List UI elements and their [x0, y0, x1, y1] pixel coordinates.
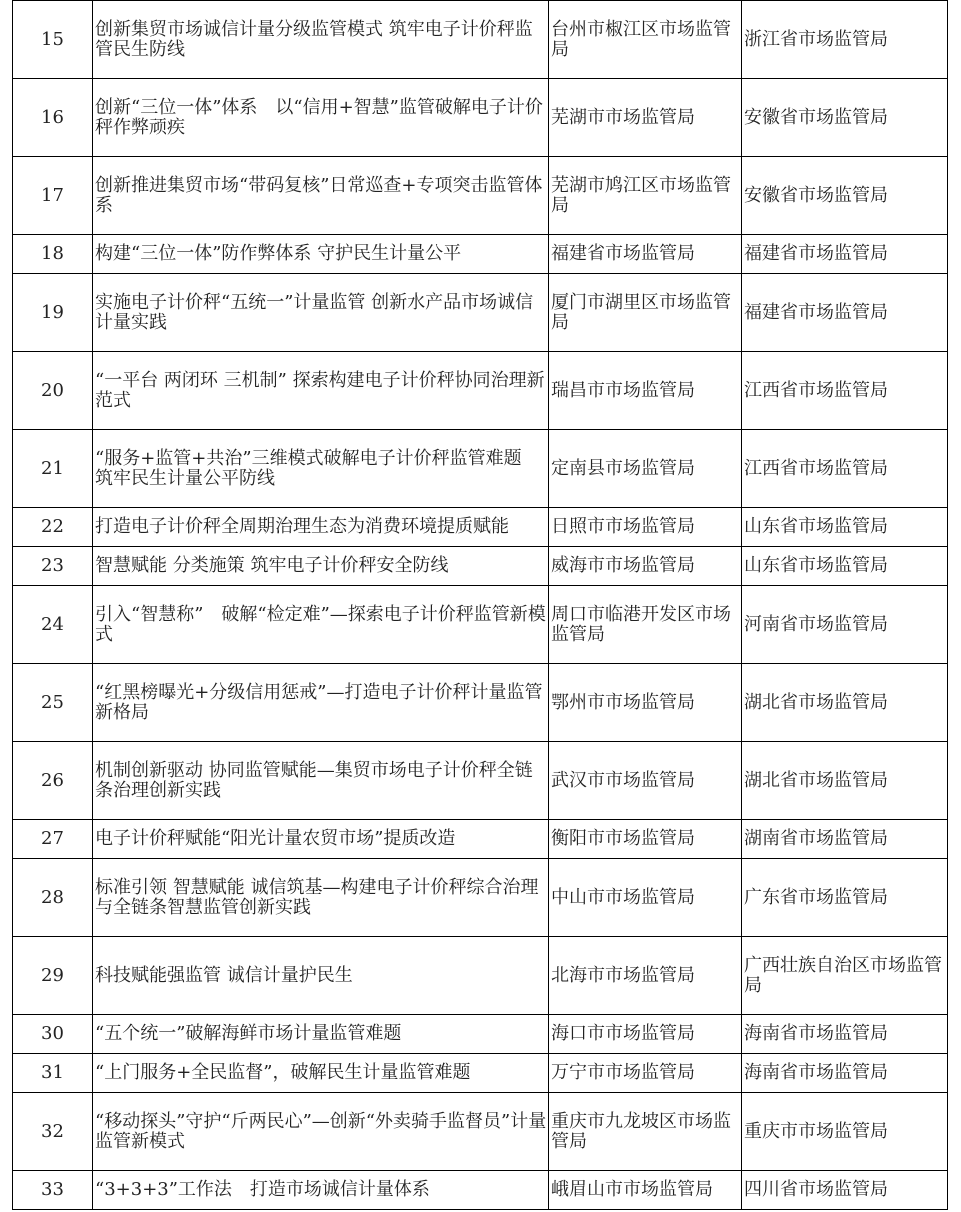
case-title: 打造电子计价秤全周期治理生态为消费环境提质赋能	[93, 508, 549, 547]
row-number: 27	[13, 820, 93, 859]
row-number: 18	[13, 235, 93, 274]
submitting-unit: 厦门市湖里区市场监管局	[549, 274, 742, 352]
case-title: “3+3+3”工作法 打造市场诚信计量体系	[93, 1171, 549, 1210]
table-row	[13, 157, 948, 235]
row-number: 25	[13, 664, 93, 742]
submitting-unit: 海口市市场监管局	[549, 1015, 742, 1054]
row-number: 33	[13, 1171, 93, 1210]
province-bureau: 安徽省市场监管局	[742, 79, 948, 157]
case-title: 标准引领 智慧赋能 诚信筑基—构建电子计价秤综合治理与全链条智慧监管创新实践	[93, 859, 549, 937]
row-number: 23	[13, 547, 93, 586]
province-bureau: 福建省市场监管局	[742, 274, 948, 352]
province-bureau: 湖北省市场监管局	[742, 664, 948, 742]
case-title: 机制创新驱动 协同监管赋能—集贸市场电子计价秤全链条治理创新实践	[93, 742, 549, 820]
submitting-unit: 芜湖市鸠江区市场监管局	[549, 157, 742, 235]
table-row	[13, 586, 948, 664]
table-row	[13, 79, 948, 157]
table-row	[13, 547, 948, 586]
case-title: 实施电子计价秤“五统一”计量监管 创新水产品市场诚信计量实践	[93, 274, 549, 352]
row-number: 22	[13, 508, 93, 547]
case-title: “红黑榜曝光+分级信用惩戒”—打造电子计价秤计量监管新格局	[93, 664, 549, 742]
case-title: “五个统一”破解海鲜市场计量监管难题	[93, 1015, 549, 1054]
case-title: “服务+监管+共治”三维模式破解电子计价秤监管难题 筑牢民生计量公平防线	[93, 430, 549, 508]
submitting-unit: 威海市市场监管局	[549, 547, 742, 586]
case-list-table	[12, 0, 948, 1210]
case-title: “上门服务+全民监督”，破解民生计量监管难题	[93, 1054, 549, 1093]
submitting-unit: 衡阳市市场监管局	[549, 820, 742, 859]
row-number: 19	[13, 274, 93, 352]
submitting-unit: 重庆市九龙坡区市场监管局	[549, 1093, 742, 1171]
submitting-unit: 峨眉山市市场监管局	[549, 1171, 742, 1210]
province-bureau: 湖南省市场监管局	[742, 820, 948, 859]
table-row	[13, 1015, 948, 1054]
table-row	[13, 937, 948, 1015]
province-bureau: 广西壮族自治区市场监管局	[742, 937, 948, 1015]
submitting-unit: 鄂州市市场监管局	[549, 664, 742, 742]
case-title: 科技赋能强监管 诚信计量护民生	[93, 937, 549, 1015]
row-number: 30	[13, 1015, 93, 1054]
row-number: 26	[13, 742, 93, 820]
row-number: 17	[13, 157, 93, 235]
case-title: 引入“智慧称” 破解“检定难”—探索电子计价秤监管新模式	[93, 586, 549, 664]
table-row	[13, 274, 948, 352]
row-number: 29	[13, 937, 93, 1015]
submitting-unit: 武汉市市场监管局	[549, 742, 742, 820]
case-title: 电子计价秤赋能“阳光计量农贸市场”提质改造	[93, 820, 549, 859]
province-bureau: 江西省市场监管局	[742, 430, 948, 508]
province-bureau: 海南省市场监管局	[742, 1054, 948, 1093]
case-list-body	[13, 1, 948, 1210]
row-number: 21	[13, 430, 93, 508]
row-number: 20	[13, 352, 93, 430]
case-title: 创新集贸市场诚信计量分级监管模式 筑牢电子计价秤监管民生防线	[93, 1, 549, 79]
submitting-unit: 日照市市场监管局	[549, 508, 742, 547]
table-row	[13, 1093, 948, 1171]
submitting-unit: 台州市椒江区市场监管局	[549, 1, 742, 79]
province-bureau: 海南省市场监管局	[742, 1015, 948, 1054]
table-row	[13, 508, 948, 547]
submitting-unit: 万宁市市场监管局	[549, 1054, 742, 1093]
table-row	[13, 664, 948, 742]
province-bureau: 四川省市场监管局	[742, 1171, 948, 1210]
case-title: 创新推进集贸市场“带码复核”日常巡查+专项突击监管体系	[93, 157, 549, 235]
case-title: “移动探头”守护“斤两民心”—创新“外卖骑手监督员”计量监管新模式	[93, 1093, 549, 1171]
row-number: 15	[13, 1, 93, 79]
table-row	[13, 820, 948, 859]
row-number: 31	[13, 1054, 93, 1093]
case-title: 构建“三位一体”防作弊体系 守护民生计量公平	[93, 235, 549, 274]
row-number: 28	[13, 859, 93, 937]
submitting-unit: 定南县市场监管局	[549, 430, 742, 508]
table-row	[13, 352, 948, 430]
table-row	[13, 742, 948, 820]
table-row	[13, 430, 948, 508]
submitting-unit: 瑞昌市市场监管局	[549, 352, 742, 430]
row-number: 24	[13, 586, 93, 664]
province-bureau: 广东省市场监管局	[742, 859, 948, 937]
table-row	[13, 1171, 948, 1210]
province-bureau: 山东省市场监管局	[742, 508, 948, 547]
submitting-unit: 福建省市场监管局	[549, 235, 742, 274]
province-bureau: 江西省市场监管局	[742, 352, 948, 430]
submitting-unit: 北海市市场监管局	[549, 937, 742, 1015]
case-title: “一平台 两闭环 三机制” 探索构建电子计价秤协同治理新范式	[93, 352, 549, 430]
table-row	[13, 1, 948, 79]
case-title: 智慧赋能 分类施策 筑牢电子计价秤安全防线	[93, 547, 549, 586]
table-row	[13, 235, 948, 274]
row-number: 16	[13, 79, 93, 157]
province-bureau: 河南省市场监管局	[742, 586, 948, 664]
table-row	[13, 859, 948, 937]
table-row	[13, 1054, 948, 1093]
row-number: 32	[13, 1093, 93, 1171]
province-bureau: 福建省市场监管局	[742, 235, 948, 274]
submitting-unit: 周口市临港开发区市场监管局	[549, 586, 742, 664]
province-bureau: 山东省市场监管局	[742, 547, 948, 586]
province-bureau: 浙江省市场监管局	[742, 1, 948, 79]
province-bureau: 安徽省市场监管局	[742, 157, 948, 235]
province-bureau: 湖北省市场监管局	[742, 742, 948, 820]
province-bureau: 重庆市市场监管局	[742, 1093, 948, 1171]
case-title: 创新“三位一体”体系 以“信用+智慧”监管破解电子计价秤作弊顽疾	[93, 79, 549, 157]
submitting-unit: 芜湖市市场监管局	[549, 79, 742, 157]
submitting-unit: 中山市市场监管局	[549, 859, 742, 937]
